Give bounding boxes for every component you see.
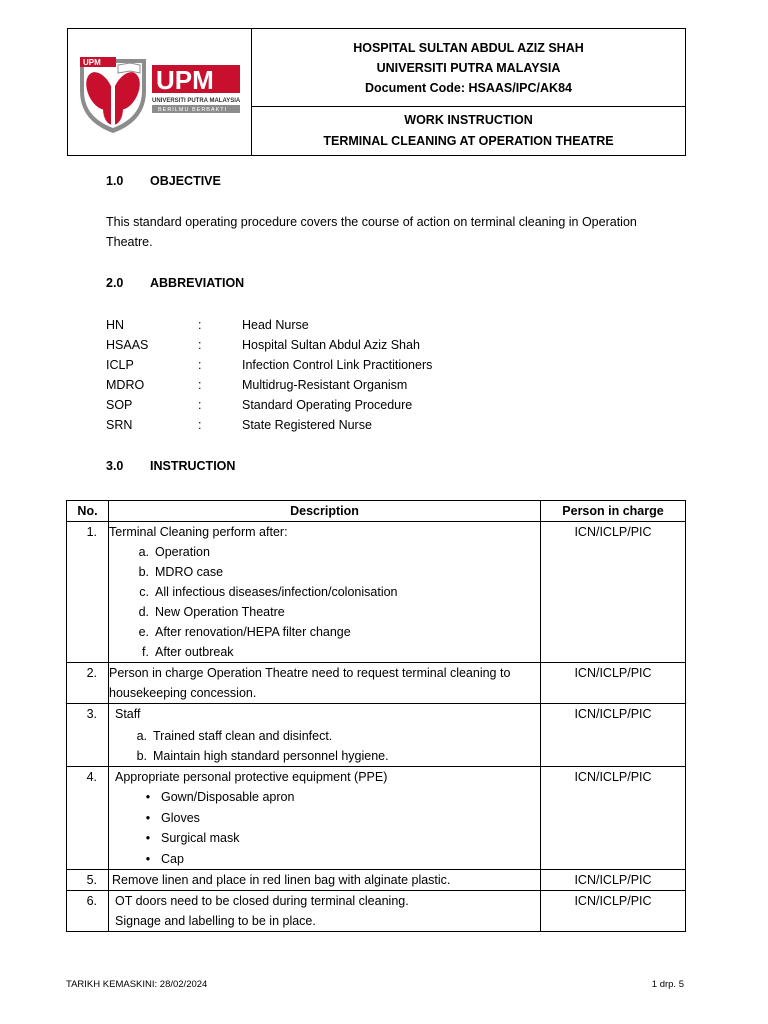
row-person-in-charge: ICN/ICLP/PIC: [541, 522, 686, 663]
header-top: [252, 29, 685, 107]
abbreviation-separator: :: [198, 338, 202, 352]
row-description-cell: [109, 870, 541, 891]
description-bullet-item: [115, 787, 540, 808]
header-bottom: [252, 107, 685, 155]
description-sub-item: [109, 642, 540, 662]
abbreviation-row: [106, 355, 432, 375]
row-description-line: Signage and labelling to be in place.: [115, 914, 316, 928]
description-sub-item: [109, 622, 540, 642]
row-number-cell: [67, 663, 109, 704]
sub-item-text: New Operation Theatre: [155, 605, 285, 619]
sub-item-marker: a.: [136, 729, 147, 743]
row-person-in-charge: ICN/ICLP/PIC: [541, 663, 686, 704]
abbreviation-meaning: Standard Operating Procedure: [242, 398, 413, 412]
row-description-text: Terminal Cleaning perform after:: [109, 525, 288, 539]
bullet-marker: •: [145, 810, 151, 825]
abbreviation-code: MDRO: [106, 378, 145, 392]
bullet-marker: •: [145, 851, 151, 866]
description-sub-item: [109, 582, 540, 602]
row-description-line: Person in charge Operation Theatre need to request terminal cleaning to: [109, 666, 511, 680]
sub-item-text: Operation: [155, 545, 210, 559]
document-header: [67, 28, 686, 156]
description-sub-item: [109, 542, 540, 562]
abbreviation-separator: :: [198, 378, 202, 392]
sub-item-marker: e.: [138, 625, 149, 639]
abbreviation-separator: :: [198, 358, 202, 372]
section-objective-heading: 1.0 OBJECTIVE: [106, 174, 221, 188]
sub-item-text: All infectious diseases/infection/colonisation: [155, 585, 398, 599]
bullet-text: Cap: [161, 851, 184, 866]
table-row: [67, 704, 686, 767]
row-description-text: Staff: [115, 707, 141, 721]
table-header-row: [67, 501, 686, 522]
description-bullet-item: [115, 828, 540, 849]
row-description-cell: [109, 704, 541, 767]
row-number: 5.: [86, 873, 97, 887]
section-instruction-heading: 3.0 INSTRUCTION: [106, 459, 236, 473]
column-header-no: No.: [67, 501, 109, 522]
row-person-in-charge: ICN/ICLP/PIC: [541, 870, 686, 891]
row-number-cell: [67, 891, 109, 932]
sub-item-text: MDRO case: [155, 565, 224, 579]
column-header-description: Description: [109, 501, 541, 522]
sub-item-text: After renovation/HEPA filter change: [155, 625, 351, 639]
bullet-text: Gloves: [161, 810, 200, 825]
abbreviation-code: HN: [106, 318, 125, 332]
logo-motto: BERILMU BERBAKTI: [158, 107, 228, 113]
bullet-text: Gown/Disposable apron: [161, 790, 295, 804]
instruction-table: [66, 500, 686, 932]
description-bullet-item: [115, 849, 540, 870]
row-number: 6.: [86, 894, 97, 908]
row-number-cell: [67, 704, 109, 767]
table-row: [67, 767, 686, 870]
hospital-name: HOSPITAL SULTAN ABDUL AZIZ SHAH: [353, 40, 584, 55]
footer-page-number: 1 drp. 5: [651, 979, 684, 990]
row-description-cell: [109, 522, 541, 663]
sub-item-marker: f.: [142, 645, 149, 659]
sub-item-marker: d.: [138, 605, 149, 619]
row-number-cell: [67, 522, 109, 663]
row-description-cell: [109, 891, 541, 932]
abbreviation-code: ICLP: [106, 358, 134, 372]
abbreviation-meaning: Hospital Sultan Abdul Aziz Shah: [242, 338, 420, 352]
description-sub-item: [115, 726, 540, 746]
abbreviation-meaning: State Registered Nurse: [242, 418, 372, 432]
row-number-cell: [67, 870, 109, 891]
column-header-person-in-charge: Person in charge: [541, 501, 686, 522]
upm-logo: [68, 29, 252, 155]
sub-item-marker: b.: [136, 749, 147, 763]
header-info: [252, 29, 685, 155]
bullet-text: Surgical mask: [161, 831, 240, 845]
sub-item-text: After outbreak: [155, 645, 234, 659]
abbreviation-row: [106, 335, 432, 355]
abbreviation-code: HSAAS: [106, 338, 149, 352]
footer-updated-date: TARIKH KEMASKINI: 28/02/2024: [66, 979, 208, 990]
row-number-cell: [67, 767, 109, 870]
row-description-line: OT doors need to be closed during terminal cleaning.: [115, 894, 409, 908]
table-row: [67, 522, 686, 663]
table-row: [67, 870, 686, 891]
abbreviation-separator: :: [198, 318, 202, 332]
section-abbreviation-heading: 2.0 ABBREVIATION: [106, 276, 245, 290]
abbreviation-code: SOP: [106, 398, 133, 412]
description-sub-item: [109, 562, 540, 582]
row-description-line: housekeeping concession.: [109, 686, 257, 700]
bullet-marker: •: [145, 831, 151, 845]
abbreviation-separator: :: [198, 418, 202, 432]
row-description-text: Appropriate personal protective equipment (PPE): [115, 770, 388, 784]
logo-cell: [68, 29, 252, 155]
abbreviation-row: [106, 395, 432, 415]
sub-item-marker: b.: [138, 565, 149, 579]
objective-text: This standard operating procedure covers the course of action on terminal cleaning in Operation Theatre.: [106, 215, 637, 249]
row-description-cell: [109, 663, 541, 704]
logo-top-text: UPM: [83, 58, 101, 67]
document-title: TERMINAL CLEANING AT OPERATION THEATRE: [323, 134, 614, 148]
logo-wordmark: UPM: [156, 65, 214, 95]
description-sub-item: [109, 602, 540, 622]
sub-item-marker: a.: [138, 545, 149, 559]
abbreviation-meaning: Head Nurse: [242, 318, 309, 332]
row-number: 3.: [86, 707, 97, 721]
abbreviation-row: [106, 315, 432, 335]
row-description-text: Remove linen and place in red linen bag with alginate plastic.: [112, 873, 451, 887]
abbreviation-separator: :: [198, 398, 202, 412]
row-person-in-charge: ICN/ICLP/PIC: [541, 891, 686, 932]
row-number: 2.: [86, 666, 97, 680]
table-row: [67, 663, 686, 704]
sub-item-marker: c.: [139, 585, 149, 599]
logo-university-name: UNIVERSITI PUTRA MALAYSIA: [152, 98, 241, 104]
row-number: 1.: [86, 525, 97, 539]
bullet-marker: •: [145, 790, 151, 804]
description-bullet-item: [115, 808, 540, 829]
abbreviation-meaning: Multidrug-Resistant Organism: [242, 378, 408, 392]
abbreviation-row: [106, 375, 432, 395]
abbreviation-meaning: Infection Control Link Practitioners: [242, 358, 433, 372]
sub-item-text: Maintain high standard personnel hygiene.: [153, 749, 389, 763]
abbreviation-row: [106, 415, 432, 435]
description-sub-item: [115, 746, 540, 766]
abbreviation-list: [106, 315, 432, 435]
row-description-cell: [109, 767, 541, 870]
table-row: [67, 891, 686, 932]
row-person-in-charge: ICN/ICLP/PIC: [541, 767, 686, 870]
row-person-in-charge: ICN/ICLP/PIC: [541, 704, 686, 767]
document-type: WORK INSTRUCTION: [404, 113, 533, 127]
university-name: UNIVERSITI PUTRA MALAYSIA: [376, 60, 561, 75]
sub-item-text: Trained staff clean and disinfect.: [153, 729, 333, 743]
document-code: Document Code: HSAAS/IPC/AK84: [365, 80, 572, 95]
abbreviation-code: SRN: [106, 418, 133, 432]
row-number: 4.: [86, 770, 97, 784]
